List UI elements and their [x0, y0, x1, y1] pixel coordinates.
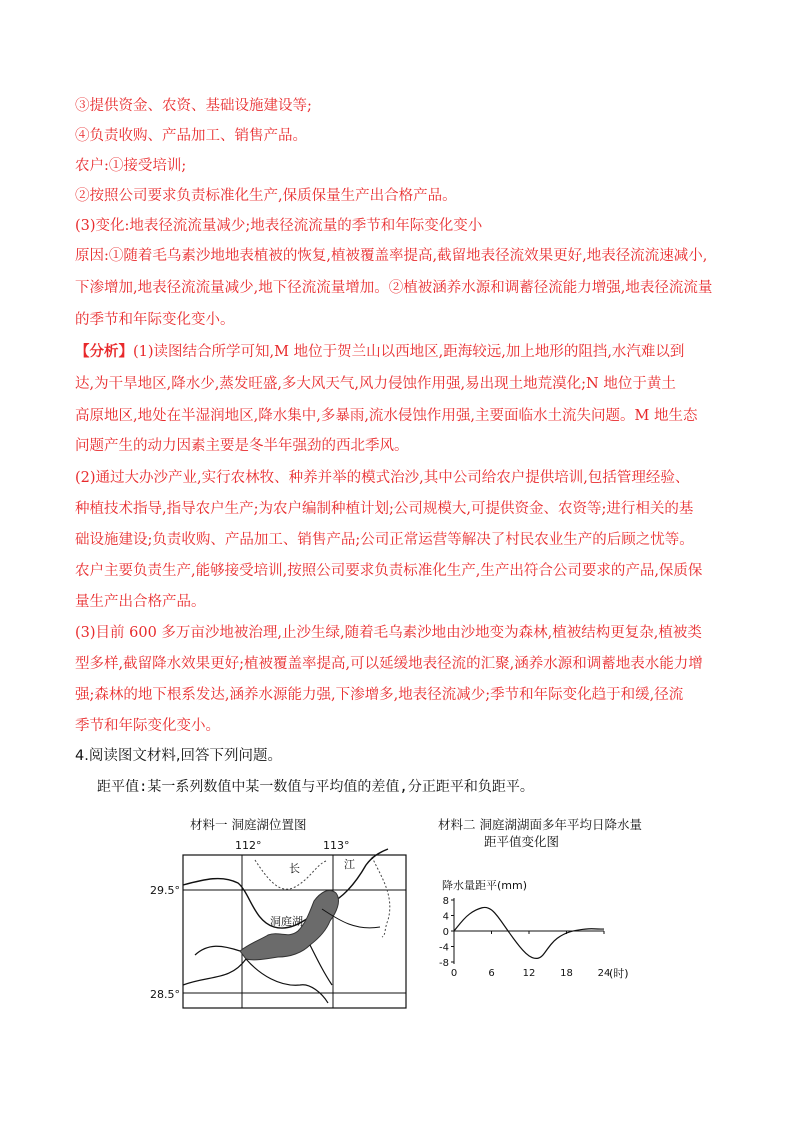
lat-label-28-5: 28.5° [150, 988, 180, 1001]
analysis-line-12: 强;森林的地下根系发达,涵养水源能力强,下渗增多,地表径流减少;季节和年际变化趋于和缓,径流 [75, 687, 684, 703]
question-4-definition: 距平值:某一系列数值中某一数值与平均值的差值,分正距平和负距平。 [97, 779, 534, 795]
boundary-line-east [372, 857, 390, 937]
analysis-line-7: 础设施建设;负责收购、产品加工、销售产品;公司正常运营等解决了村民农业生产的后顾之忧等。 [75, 532, 694, 548]
x-axis-unit-label: (时) [609, 967, 629, 980]
x-tick-label: 18 [560, 968, 573, 979]
answer-line-3: 农户:①接受培训; [75, 158, 187, 174]
analysis-line-3: 高原地区,地处在半湿润地区,降水集中,多暴雨,流水侵蚀作用强,主要面临水土流失问题。M 地生态 [75, 408, 698, 424]
x-ticks [451, 931, 611, 979]
y-tick-label: 8 [442, 896, 449, 907]
answer-line-2: ④负责收购、产品加工、销售产品。 [75, 128, 307, 144]
chart-caption-line-1: 材料二 洞庭湖湖面多年平均日降水量 [438, 817, 642, 832]
y-tick-label: -4 [439, 942, 449, 954]
answer-line-5: (3)变化:地表径流流量减少;地表径流流量的季节和年际变化变小 [75, 218, 483, 234]
map-caption: 材料一 洞庭湖位置图 [190, 817, 307, 832]
analysis-line-9: 量生产出合格产品。 [75, 594, 206, 610]
analysis-line-4: 问题产生的动力因素主要是冬半年强劲的西北季风。 [75, 438, 409, 454]
analysis-line-8: 农户主要负责生产,能够接受培训,按照公司要求负责标准化生产,生产出符合公司要求的产品,保质保 [75, 563, 703, 579]
x-tick-label: 24 [597, 968, 611, 979]
analysis-line-10: (3)目前 600 多万亩沙地被治理,止沙生绿,随着毛乌素沙地由沙地变为森林,植被结构更复杂,植被类 [75, 625, 702, 641]
analysis-line-11: 型多样,截留降水效果更好;植被覆盖率提高,可以延缓地表径流的汇聚,涵养水源和调蓄地表水能力增 [75, 656, 703, 672]
lake-label: 洞庭湖 [270, 915, 303, 928]
y-axis-label: 降水量距平(mm) [442, 879, 528, 892]
analysis-line-5: (2)通过大办沙产业,实行农林牧、种养并举的模式治沙,其中公司给农户提供培训,包括管理经验、 [75, 470, 690, 486]
river-southwest [183, 959, 246, 985]
x-tick-label: 6 [488, 968, 495, 979]
y-tick-label: 4 [442, 911, 449, 923]
analysis-tag: 【分析】 [75, 343, 133, 360]
lon-label-113: 113° [323, 839, 350, 852]
analysis-line-6: 种植技术指导,指导农户生产;为农户编制种植计划;公司规模大,可提供资金、农资等;进行相关的基 [75, 501, 694, 517]
x-tick-label: 0 [450, 968, 458, 979]
answer-line-4: ②按照公司要求负责标准化生产,保质保量生产出合格产品。 [75, 188, 457, 204]
y-ticks [439, 896, 454, 969]
answer-line-6: 原因:①随着毛乌素沙地地表植被的恢复,植被覆盖率提高,截留地表径流效果更好,地表径流流速减小, [75, 248, 708, 264]
y-tick-label: -8 [439, 958, 449, 969]
dongting-lake-map [150, 835, 420, 1015]
river-west [195, 946, 240, 955]
y-tick-label: 0 [442, 927, 449, 938]
lon-label-112: 112° [235, 839, 262, 852]
analysis-line-13: 季节和年际变化变小。 [75, 718, 220, 734]
x-tick-label: 12 [522, 968, 536, 979]
analysis-line-2: 达,为干旱地区,降水少,蒸发旺盛,多大风天气,风力侵蚀作用强,易出现土地荒漠化;N 地位于黄土 [75, 376, 676, 392]
chart-caption-line-2: 距平值变化图 [484, 834, 560, 849]
question-4-title: 4.阅读图文材料,回答下列问题。 [75, 748, 282, 764]
river-label-jiang: 江 [344, 858, 355, 871]
river-south [246, 959, 328, 1003]
precipitation-anomaly-chart [428, 872, 648, 984]
answer-line-8: 的季节和年际变化变小。 [75, 312, 235, 328]
answer-line-1: ③提供资金、农资、基础设施建设等; [75, 98, 312, 114]
answer-line-7: 下渗增加,地表径流流量减少,地下径流流量增加。②植被涵养水源和调蓄径流能力增强,地表径流流量 [75, 280, 713, 296]
analysis-text-1: (1)读图结合所学可知,M 地位于贺兰山以西地区,距海较远,加上地形的阻挡,水汽难以到 [133, 344, 685, 360]
analysis-line-1 [75, 342, 684, 362]
river-southeast [310, 945, 332, 985]
lat-label-29-5: 29.5° [150, 884, 180, 897]
river-label-chang: 长 [289, 862, 300, 875]
